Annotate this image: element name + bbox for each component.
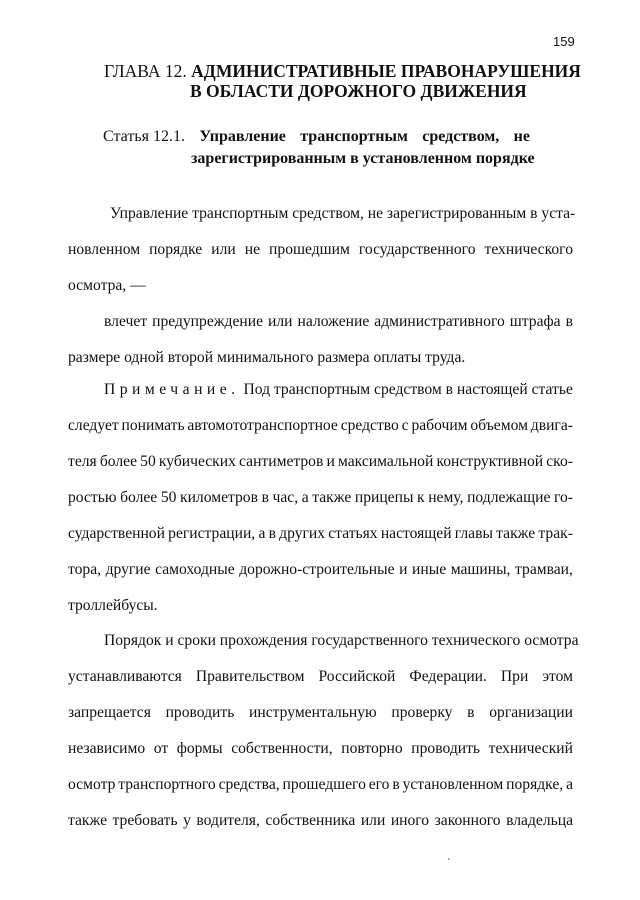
- text-line: [68, 453, 573, 471]
- word: двига-: [530, 417, 573, 434]
- text-line: [104, 313, 573, 331]
- word: новленном: [68, 241, 141, 258]
- word: ско-: [546, 453, 573, 470]
- word: или: [268, 313, 293, 330]
- word: понимать: [121, 417, 185, 434]
- word: независимо: [68, 740, 146, 757]
- word: трамваи,: [515, 561, 573, 578]
- word: самоходные: [155, 561, 235, 578]
- word: его: [368, 776, 390, 793]
- word: организации: [489, 704, 573, 721]
- word: или: [360, 812, 386, 829]
- word: наложение: [297, 313, 370, 330]
- text-line: [68, 241, 573, 259]
- article-title-word: средством,: [422, 128, 500, 145]
- text-line: [68, 668, 573, 686]
- text-line: Порядок и сроки прохождения государственного технического осмотра: [104, 632, 579, 649]
- word: го-: [553, 489, 573, 506]
- word: теля: [68, 453, 97, 470]
- word: к: [417, 489, 425, 506]
- word: законного: [434, 812, 501, 829]
- word: километров: [180, 489, 258, 506]
- word: иные: [412, 561, 447, 578]
- word: не: [244, 241, 261, 258]
- word: машины,: [450, 561, 511, 578]
- article-title-line2: зарегистрированным в установленном порядке: [191, 150, 535, 167]
- word: государственного: [358, 241, 476, 258]
- word: влечет: [104, 313, 148, 330]
- article-title-word: не: [513, 128, 530, 145]
- page-number: 159: [553, 34, 575, 49]
- word: час,: [272, 489, 299, 506]
- word: других: [279, 525, 326, 542]
- word: предупреждение: [152, 313, 263, 330]
- text-line: [68, 704, 573, 722]
- word: и: [326, 453, 335, 470]
- word: максимальной: [337, 453, 434, 470]
- note-label: Примечание.: [104, 381, 240, 398]
- word: запрещается: [68, 704, 151, 721]
- word: а: [258, 525, 266, 542]
- word: прицепы: [354, 489, 414, 506]
- word: формы: [176, 740, 223, 757]
- word: а: [566, 776, 573, 793]
- text-line: [68, 489, 573, 507]
- word: более: [99, 453, 137, 470]
- word: прошедшим: [269, 241, 350, 258]
- word: инструментальную: [249, 704, 377, 721]
- text-line: размере одной второй минимального размера оплаты труда.: [68, 349, 466, 366]
- word: порядке: [149, 241, 203, 258]
- word: проводить: [165, 704, 235, 721]
- word: При: [500, 668, 529, 685]
- word: регистрации,: [168, 525, 256, 542]
- word: собственности,: [231, 740, 333, 757]
- text-line: [68, 561, 573, 579]
- word: следует: [68, 417, 119, 434]
- word: также: [312, 489, 352, 506]
- text-line: [68, 417, 573, 435]
- word: автомототранспортное: [187, 417, 338, 434]
- word: рабочим: [411, 417, 468, 434]
- word: проверку: [391, 704, 453, 721]
- word: собственника: [265, 812, 356, 829]
- word: сантиметров: [239, 453, 324, 470]
- word: этом: [542, 668, 573, 685]
- word: средство: [340, 417, 399, 434]
- word: требовать: [112, 812, 178, 829]
- word: порядке,: [506, 776, 564, 793]
- word: и: [399, 561, 408, 578]
- word: штрафа: [509, 313, 561, 330]
- word: установленном: [402, 776, 504, 793]
- chapter-prefix: ГЛАВА 12.: [104, 61, 187, 81]
- word: владельца: [506, 812, 573, 829]
- text-line: [68, 776, 573, 794]
- word: дорожно-строительные: [239, 561, 395, 578]
- word: в: [467, 704, 475, 721]
- word: прошедшего: [282, 776, 366, 793]
- word: настоящей: [380, 525, 452, 542]
- text-line: [68, 740, 573, 758]
- word: Федерации.: [409, 668, 487, 685]
- word: у: [183, 812, 191, 829]
- word: технический: [488, 740, 573, 757]
- word: водителя,: [196, 812, 260, 829]
- chapter-title-line1: АДМИНИСТРАТИВНЫЕ ПРАВОНАРУШЕНИЯ: [191, 61, 581, 81]
- chapter-title-line2: В ОБЛАСТИ ДОРОЖНОГО ДВИЖЕНИЯ: [190, 81, 527, 101]
- word: от: [153, 740, 169, 757]
- word: подлежащие: [467, 489, 551, 506]
- word: Российской: [318, 668, 396, 685]
- word: главы: [454, 525, 493, 542]
- article-title-word: транспортным: [300, 128, 408, 145]
- word: иного: [390, 812, 430, 829]
- word: 50: [160, 489, 177, 506]
- word: в: [268, 525, 276, 542]
- word: в: [261, 489, 269, 506]
- text-line: Управление транспортным средством, не зарегистрированным в уста-: [110, 205, 576, 222]
- word: сударственной: [68, 525, 165, 542]
- word: ростью: [68, 489, 117, 506]
- note-line: [104, 381, 573, 399]
- scan-speck: [448, 858, 450, 860]
- word: Правительством: [195, 668, 305, 685]
- text-line: [68, 812, 573, 830]
- word: статьях: [328, 525, 378, 542]
- word: повторно: [341, 740, 403, 757]
- article-title-word: Управление: [199, 128, 286, 145]
- text-line: осмотра, —: [68, 277, 146, 294]
- word: также: [496, 525, 536, 542]
- word: административного: [374, 313, 505, 330]
- article-number: Статья 12.1.: [103, 128, 185, 145]
- word: средства,: [218, 776, 280, 793]
- word: нему,: [428, 489, 464, 506]
- word: транспортного: [118, 776, 216, 793]
- word: технического: [484, 241, 573, 258]
- word: кубических: [158, 453, 236, 470]
- word: 50: [140, 453, 156, 470]
- text-line: [68, 525, 573, 543]
- word: устанавливаются: [68, 668, 182, 685]
- word: осмотр: [68, 776, 116, 793]
- word: более: [120, 489, 158, 506]
- word: объемом: [470, 417, 528, 434]
- word: также: [68, 812, 107, 829]
- note-text: Под транспортным средством в настоящей статье: [239, 381, 573, 398]
- word: в: [565, 313, 573, 330]
- word: с: [401, 417, 409, 434]
- word: в: [392, 776, 400, 793]
- word: тора,: [68, 561, 102, 578]
- word: проводить: [411, 740, 481, 757]
- word: трак-: [538, 525, 573, 542]
- word: другие: [105, 561, 151, 578]
- text-line: троллейбусы.: [68, 597, 158, 614]
- word: а: [301, 489, 309, 506]
- word: конструктивной: [436, 453, 544, 470]
- word: или: [211, 241, 236, 258]
